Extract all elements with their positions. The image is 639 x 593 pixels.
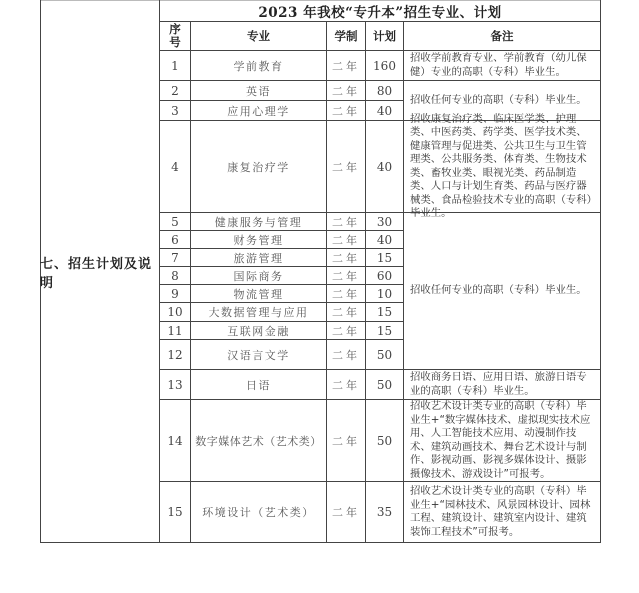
row-8-years: 二年 <box>327 267 366 285</box>
row-15-plan: 35 <box>366 482 404 543</box>
row-6-major: 财务管理 <box>191 231 327 249</box>
row-1-seq: 1 <box>160 51 191 81</box>
row-8-major: 国际商务 <box>191 267 327 285</box>
row-3-seq: 3 <box>160 101 191 121</box>
row-10-seq: 10 <box>160 303 191 322</box>
row-1-major: 学前教育 <box>191 51 327 81</box>
row-15-years: 二年 <box>327 482 366 543</box>
row-6-years: 二年 <box>327 231 366 249</box>
row-12-seq: 12 <box>160 340 191 370</box>
row-8-plan: 60 <box>366 267 404 285</box>
row-14-years: 二年 <box>327 400 366 482</box>
row-10-years: 二年 <box>327 303 366 322</box>
row-2-years: 二年 <box>327 81 366 101</box>
row-7-major: 旅游管理 <box>191 249 327 267</box>
row-3-plan: 40 <box>366 101 404 121</box>
note-row-13: 招收商务日语、应用日语、旅游日语专业的高职（专科）毕业生。 <box>404 370 601 400</box>
row-14-major: 数字媒体艺术（艺术类） <box>191 400 327 482</box>
row-6-seq: 6 <box>160 231 191 249</box>
note-row-4: 招收康复治疗类、临床医学类、护理类、中医药类、药学类、医学技术类、健康管理与促进类、公共卫生与卫生管理类、公共服务类、体育类、生物技术类、畜牧业类、眼视光类、药品制造类、人口与计划生育类、药品与医疗器械类、食品检验技术专业的高职（专科）毕业生。 <box>404 121 601 213</box>
row-5-seq: 5 <box>160 213 191 231</box>
row-11-seq: 11 <box>160 322 191 340</box>
row-7-years: 二年 <box>327 249 366 267</box>
row-1-years: 二年 <box>327 51 366 81</box>
row-1-plan: 160 <box>366 51 404 81</box>
note-rows-5-12: 招收任何专业的高职（专科）毕业生。 <box>404 213 601 370</box>
header-years: 学制 <box>327 22 366 51</box>
row-14-plan: 50 <box>366 400 404 482</box>
header-major: 专业 <box>191 22 327 51</box>
row-12-plan: 50 <box>366 340 404 370</box>
section-cell <box>40 0 160 543</box>
row-12-years: 二年 <box>327 340 366 370</box>
row-11-plan: 15 <box>366 322 404 340</box>
row-2-plan: 80 <box>366 81 404 101</box>
row-2-major: 英语 <box>191 81 327 101</box>
row-5-major: 健康服务与管理 <box>191 213 327 231</box>
row-11-years: 二年 <box>327 322 366 340</box>
note-row-14: 招收艺术设计类专业的高职（专科）毕业生+“数字媒体技术、虚拟现实技术应用、人工智能技术应用、动漫制作技术、建筑动画技术、舞台艺术设计与制作、影视动画、影视多媒体设计、摄影摄像技术、游戏设计”可报考。 <box>404 400 601 482</box>
note-row-1: 招收学前教育专业、学前教育（幼儿保健）专业的高职（专科）毕业生。 <box>404 51 601 81</box>
table-title: 2023 年我校“专升本”招生专业、计划 <box>160 0 601 22</box>
row-9-seq: 9 <box>160 285 191 303</box>
row-10-major: 大数据管理与应用 <box>191 303 327 322</box>
row-7-plan: 15 <box>366 249 404 267</box>
row-13-major: 日语 <box>191 370 327 400</box>
row-11-major: 互联网金融 <box>191 322 327 340</box>
row-14-seq: 14 <box>160 400 191 482</box>
row-9-major: 物流管理 <box>191 285 327 303</box>
row-5-plan: 30 <box>366 213 404 231</box>
header-notes: 备注 <box>404 22 601 51</box>
header-seq: 序号 <box>160 22 191 51</box>
row-4-seq: 4 <box>160 121 191 213</box>
row-4-plan: 40 <box>366 121 404 213</box>
row-15-major: 环境设计（艺术类） <box>191 482 327 543</box>
row-4-years: 二年 <box>327 121 366 213</box>
row-3-years: 二年 <box>327 101 366 121</box>
row-7-seq: 7 <box>160 249 191 267</box>
row-15-seq: 15 <box>160 482 191 543</box>
row-12-major: 汉语言文学 <box>191 340 327 370</box>
row-9-plan: 10 <box>366 285 404 303</box>
header-plan: 计划 <box>366 22 404 51</box>
row-13-years: 二年 <box>327 370 366 400</box>
row-5-years: 二年 <box>327 213 366 231</box>
row-8-seq: 8 <box>160 267 191 285</box>
row-4-major: 康复治疗学 <box>191 121 327 213</box>
note-rows-2-3: 招收任何专业的高职（专科）毕业生。 <box>404 81 601 121</box>
row-9-years: 二年 <box>327 285 366 303</box>
note-row-15: 招收艺术设计类专业的高职（专科）毕业生+“园林技术、风景园林设计、园林工程、建筑设计、建筑室内设计、建筑装饰工程技术”可报考。 <box>404 482 601 543</box>
row-13-plan: 50 <box>366 370 404 400</box>
row-6-plan: 40 <box>366 231 404 249</box>
row-3-major: 应用心理学 <box>191 101 327 121</box>
row-13-seq: 13 <box>160 370 191 400</box>
section-label: 七、招生计划及说明 <box>40 256 153 291</box>
row-10-plan: 15 <box>366 303 404 322</box>
row-2-seq: 2 <box>160 81 191 101</box>
